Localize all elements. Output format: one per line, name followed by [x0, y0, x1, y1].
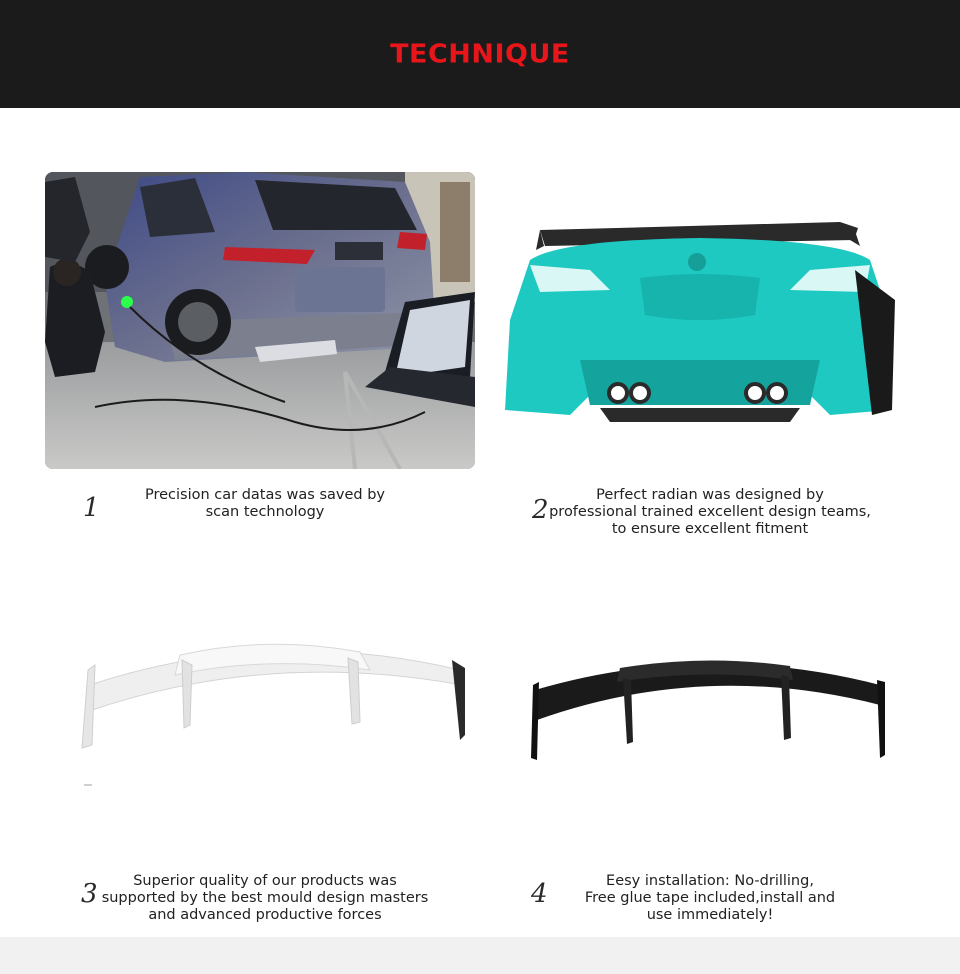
step-1-line-1: Precision car datas was saved by: [144, 487, 385, 503]
step-number-4: 4: [531, 879, 548, 909]
scan-render-image: [500, 210, 900, 435]
spoiler-white-shape: [70, 630, 480, 800]
step-number-2: 2: [532, 495, 549, 525]
spoiler-carbon-image: [525, 650, 895, 770]
spoiler-white-image: [70, 630, 480, 800]
page-title: TECHNIQUE: [390, 39, 570, 69]
scan-photo: [45, 172, 475, 469]
step-4-line-1: Eesy installation: No-drilling,: [606, 873, 814, 889]
scan-render: [500, 210, 900, 435]
step-3-line-3: and advanced productive forces: [148, 907, 382, 923]
step-2-line-2: professional trained excellent design teams,: [549, 504, 871, 520]
step-number-3: 3: [81, 879, 98, 909]
step-caption-4: [520, 873, 900, 924]
spoiler-carbon-shape: [525, 650, 895, 770]
scan-photo-image: [45, 172, 475, 469]
step-4-line-3: use immediately!: [646, 907, 774, 923]
step-number-1: 1: [83, 493, 100, 523]
step-4-line-2: Free glue tape included,install and: [584, 890, 836, 906]
step-3-line-1: Superior quality of our products was: [133, 873, 397, 889]
header-bar: [0, 0, 960, 108]
step-1-line-2: scan technology: [205, 504, 325, 520]
step-2-line-3: to ensure excellent fitment: [611, 521, 809, 537]
step-2-line-1: Perfect radian was designed by: [596, 487, 824, 503]
footer-band: [0, 937, 960, 974]
step-caption-3: [75, 873, 455, 924]
step-caption-1: [75, 487, 455, 521]
step-3-line-2: supported by the best mould design masters: [101, 890, 429, 906]
step-caption-2: [520, 487, 900, 538]
